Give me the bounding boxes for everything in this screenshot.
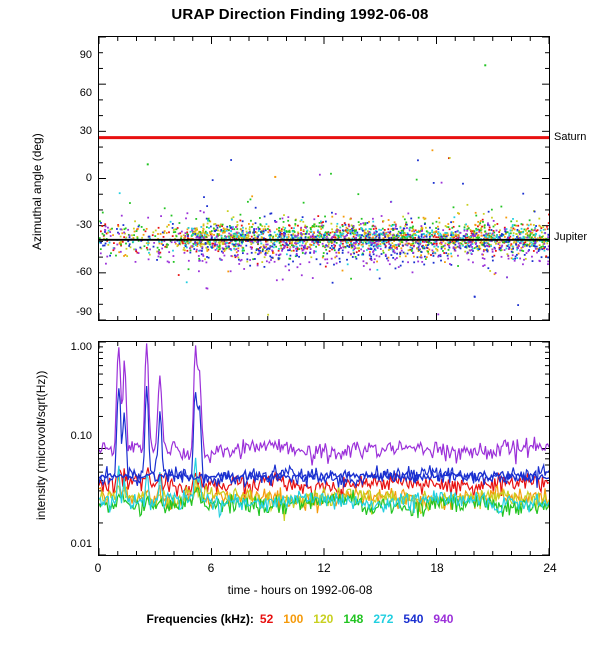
ytick-bot-0_01: 0.01 [70, 538, 92, 550]
saturn-annotation: Saturn [554, 131, 587, 143]
xtick-0: 0 [94, 561, 102, 575]
legend-title: Frequencies (kHz): [146, 612, 254, 626]
intensity-line-plot [99, 342, 549, 555]
azimuth-axis-title: Azimuthal angle (deg) [30, 133, 44, 250]
legend-item-148: 148 [343, 612, 364, 626]
legend-item-52: 52 [259, 612, 274, 626]
legend [0, 612, 600, 626]
xtick-12: 12 [317, 561, 331, 575]
top-axis-ticks [99, 37, 549, 320]
ytick-top-0: 0 [85, 172, 92, 184]
intensity-axis-title: intensity (microvolt/sqrt(Hz)) [34, 370, 48, 520]
ytick-top-m30: -30 [76, 219, 92, 231]
legend-item-940: 940 [433, 612, 454, 626]
ytick-bot-0_10: 0.10 [70, 430, 92, 442]
intensity-series-540 [99, 386, 549, 488]
ytick-bot-1_00: 1.00 [70, 341, 92, 353]
xtick-24: 24 [543, 561, 557, 575]
intensity-plot-panel [98, 341, 550, 556]
ytick-top-m90: -90 [76, 306, 92, 318]
azimuth-plot-panel [98, 36, 550, 321]
ytick-top-m60: -60 [76, 266, 92, 278]
scatter-series-272 [99, 192, 549, 283]
scatter-series-100 [110, 149, 549, 275]
intensity-series-540-overlay [99, 470, 549, 482]
legend-item-540: 540 [403, 612, 424, 626]
ytick-top-90: 90 [79, 49, 92, 61]
legend-item-100: 100 [283, 612, 304, 626]
azimuth-scatter-plot [99, 37, 549, 320]
xtick-18: 18 [430, 561, 444, 575]
ytick-top-30: 30 [79, 125, 92, 137]
xtick-6: 6 [207, 561, 215, 575]
intensity-series-940 [99, 343, 549, 465]
ytick-top-60: 60 [79, 87, 92, 99]
legend-item-272: 272 [373, 612, 394, 626]
time-axis-title: time - hours on 1992-06-08 [227, 583, 373, 597]
page-title: URAP Direction Finding 1992-06-08 [171, 6, 429, 23]
jupiter-annotation: Jupiter [554, 231, 588, 243]
legend-item-120: 120 [313, 612, 334, 626]
